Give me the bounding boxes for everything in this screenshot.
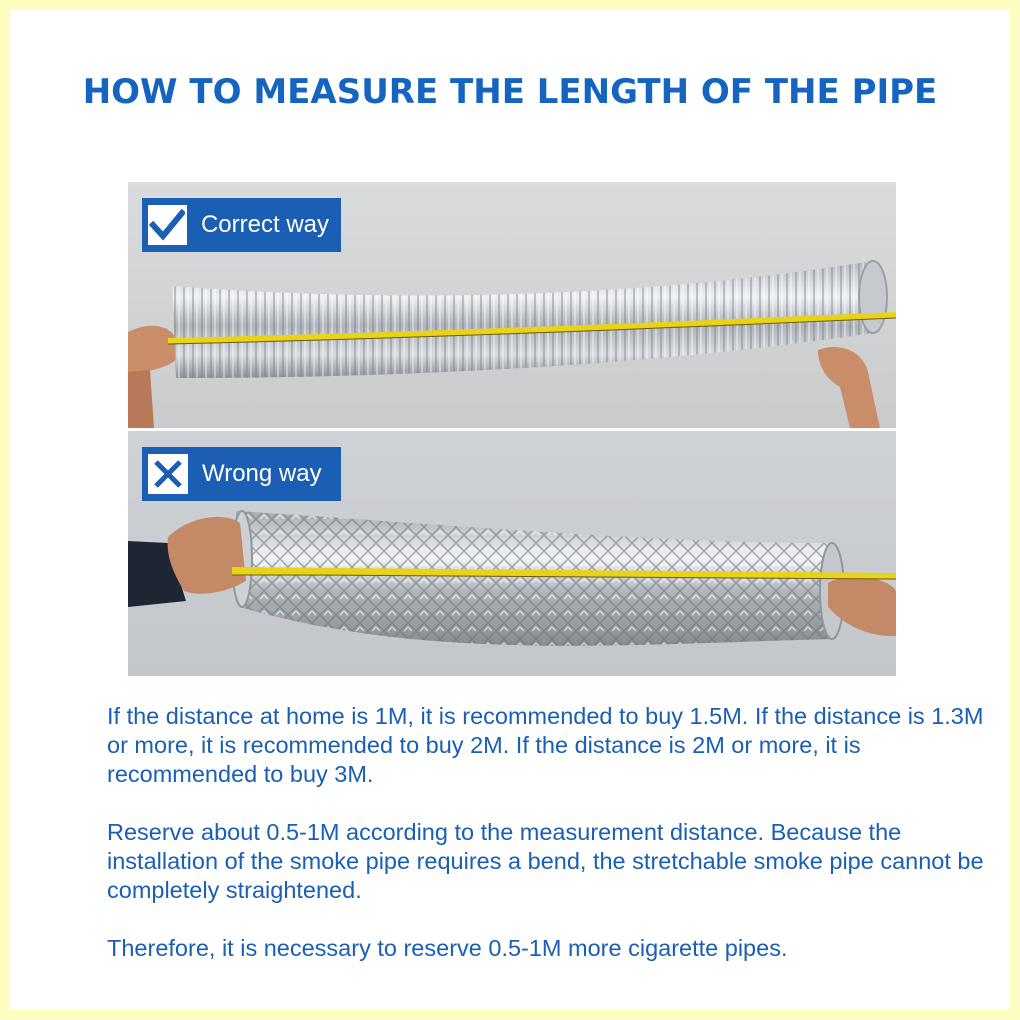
wrong-way-label: Wrong way <box>202 460 322 487</box>
wrong-way-badge <box>142 447 341 501</box>
correct-way-badge <box>142 198 341 252</box>
correct-way-photo <box>128 182 896 428</box>
conclusion-paragraph: Therefore, it is necessary to reserve 0.5-1M more cigarette pipes. <box>107 935 788 961</box>
wrong-way-photo <box>128 431 896 676</box>
reserve-paragraph: Reserve about 0.5-1M according to the measurement distance. Because the installation of the smoke pipe requires a bend, the stretchable smoke pipe cannot be completely straightened. <box>107 819 984 903</box>
page-title: HOW TO MEASURE THE LENGTH OF THE PIPE <box>82 72 938 112</box>
x-icon <box>148 454 188 494</box>
check-icon <box>148 205 187 245</box>
correct-way-label: Correct way <box>200 211 329 238</box>
recommendation-paragraph: If the distance at home is 1M, it is recommended to buy 1.5M. If the distance is 1.3M or more, it is recommended to buy 2M. If the distance is 2M or more, it is recommended to buy 3M. <box>107 703 984 787</box>
